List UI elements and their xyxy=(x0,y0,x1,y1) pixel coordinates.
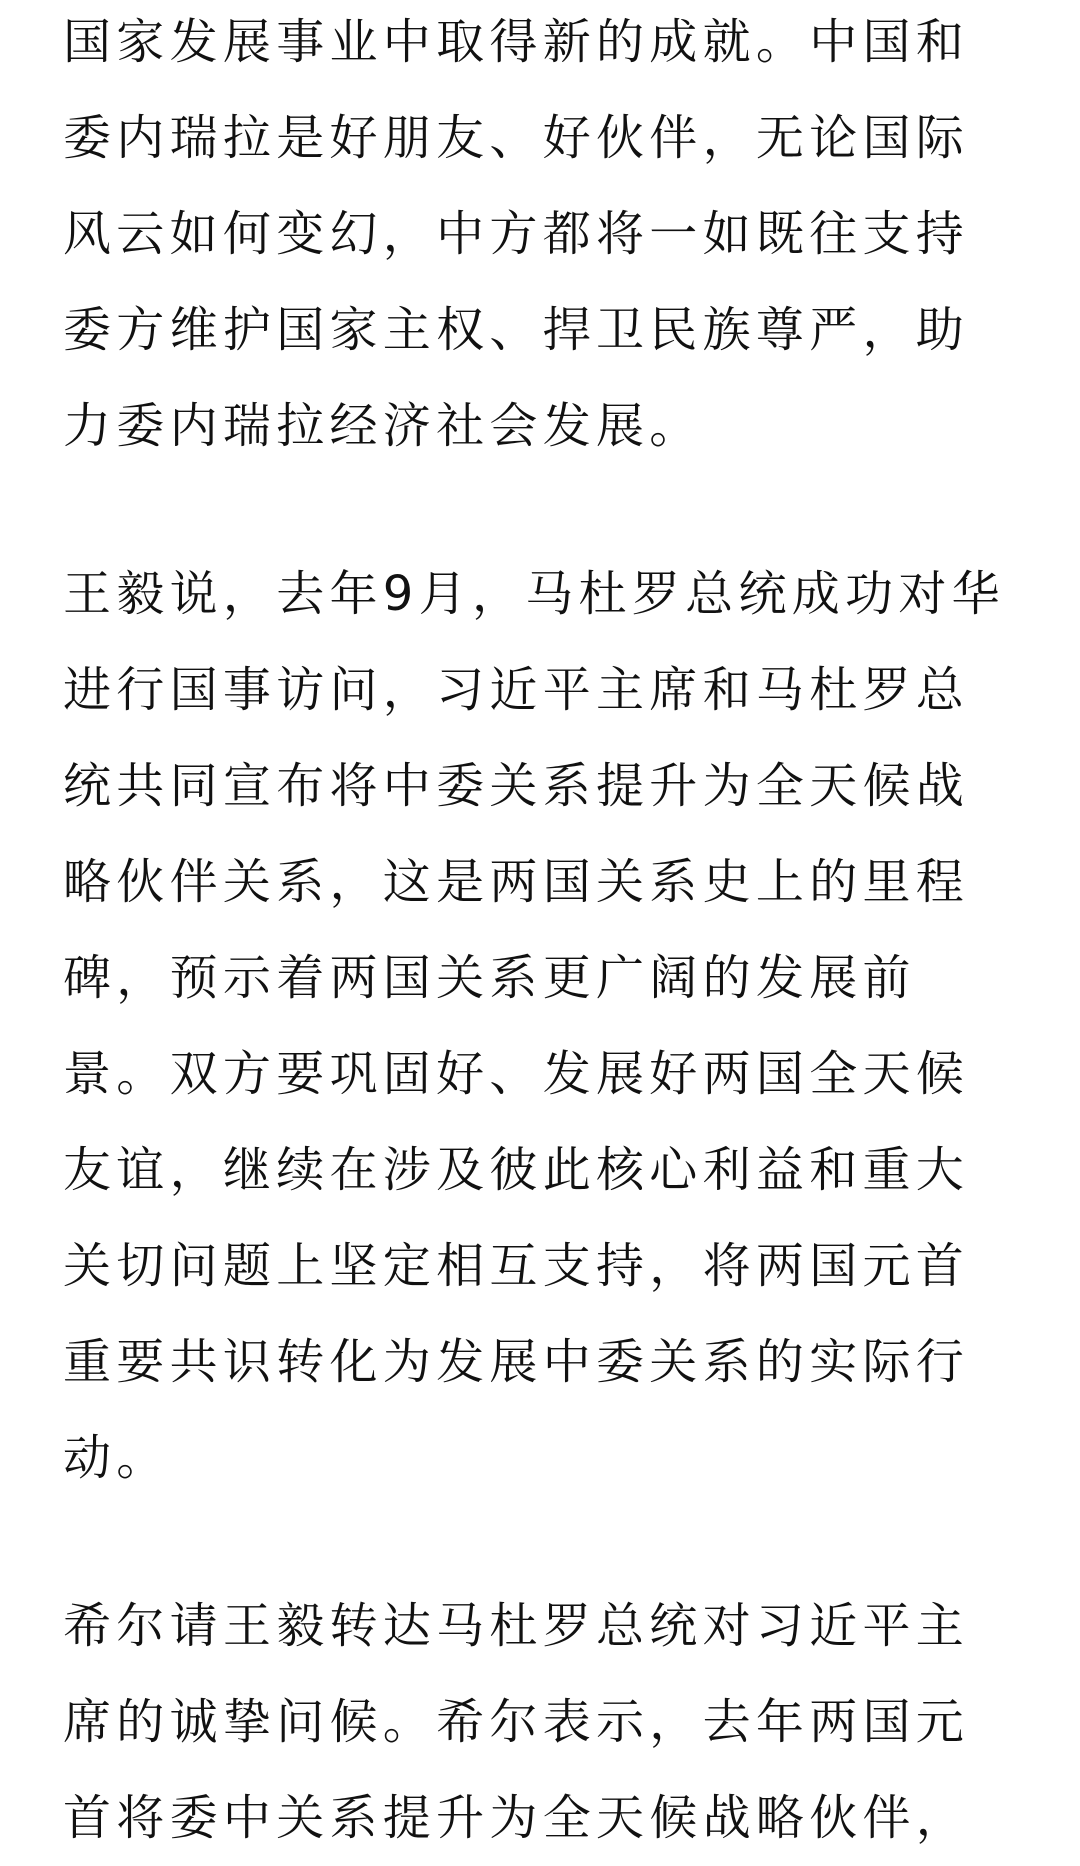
text-line: 首将委中关系提升为全天候战略伙伴， xyxy=(63,1790,970,1846)
text-line: 动。 xyxy=(63,1430,170,1486)
paragraph-spacer xyxy=(63,1506,1023,1578)
text-line: 力委内瑞拉经济社会发展。 xyxy=(63,398,703,454)
text-line: 友谊，继续在涉及彼此核心利益和重大 xyxy=(63,1142,970,1198)
text-line: 王毅说，去年9月，马杜罗总统成功对华 xyxy=(63,566,1005,622)
text-line: 希尔请王毅转达马杜罗总统对习近平主 xyxy=(63,1598,970,1654)
text-line: 风云如何变幻，中方都将一如既往支持 xyxy=(63,206,970,262)
text-line: 委内瑞拉是好朋友、好伙伴，无论国际 xyxy=(63,110,970,166)
text-line: 进行国事访问，习近平主席和马杜罗总 xyxy=(63,662,970,718)
text-line: 景。双方要巩固好、发展好两国全天候 xyxy=(63,1046,970,1102)
text-line: 略伙伴关系，这是两国关系史上的里程 xyxy=(63,854,970,910)
text-line: 重要共识转化为发展中委关系的实际行 xyxy=(63,1334,970,1390)
text-line: 碑，预示着两国关系更广阔的发展前 xyxy=(63,950,916,1006)
paragraph-spacer xyxy=(63,474,1023,546)
text-line: 席的诚挚问候。希尔表示，去年两国元 xyxy=(63,1694,970,1750)
paragraph-2 xyxy=(63,546,1023,1506)
text-line: 关切问题上坚定相互支持，将两国元首 xyxy=(63,1238,970,1294)
text-line: 委方维护国家主权、捍卫民族尊严，助 xyxy=(63,302,970,358)
paragraph-3 xyxy=(63,1578,1023,1866)
text-line: 统共同宣布将中委关系提升为全天候战 xyxy=(63,758,970,814)
article-body xyxy=(63,0,1023,1866)
text-line: 国家发展事业中取得新的成就。中国和 xyxy=(63,14,970,70)
paragraph-1 xyxy=(63,0,1023,474)
